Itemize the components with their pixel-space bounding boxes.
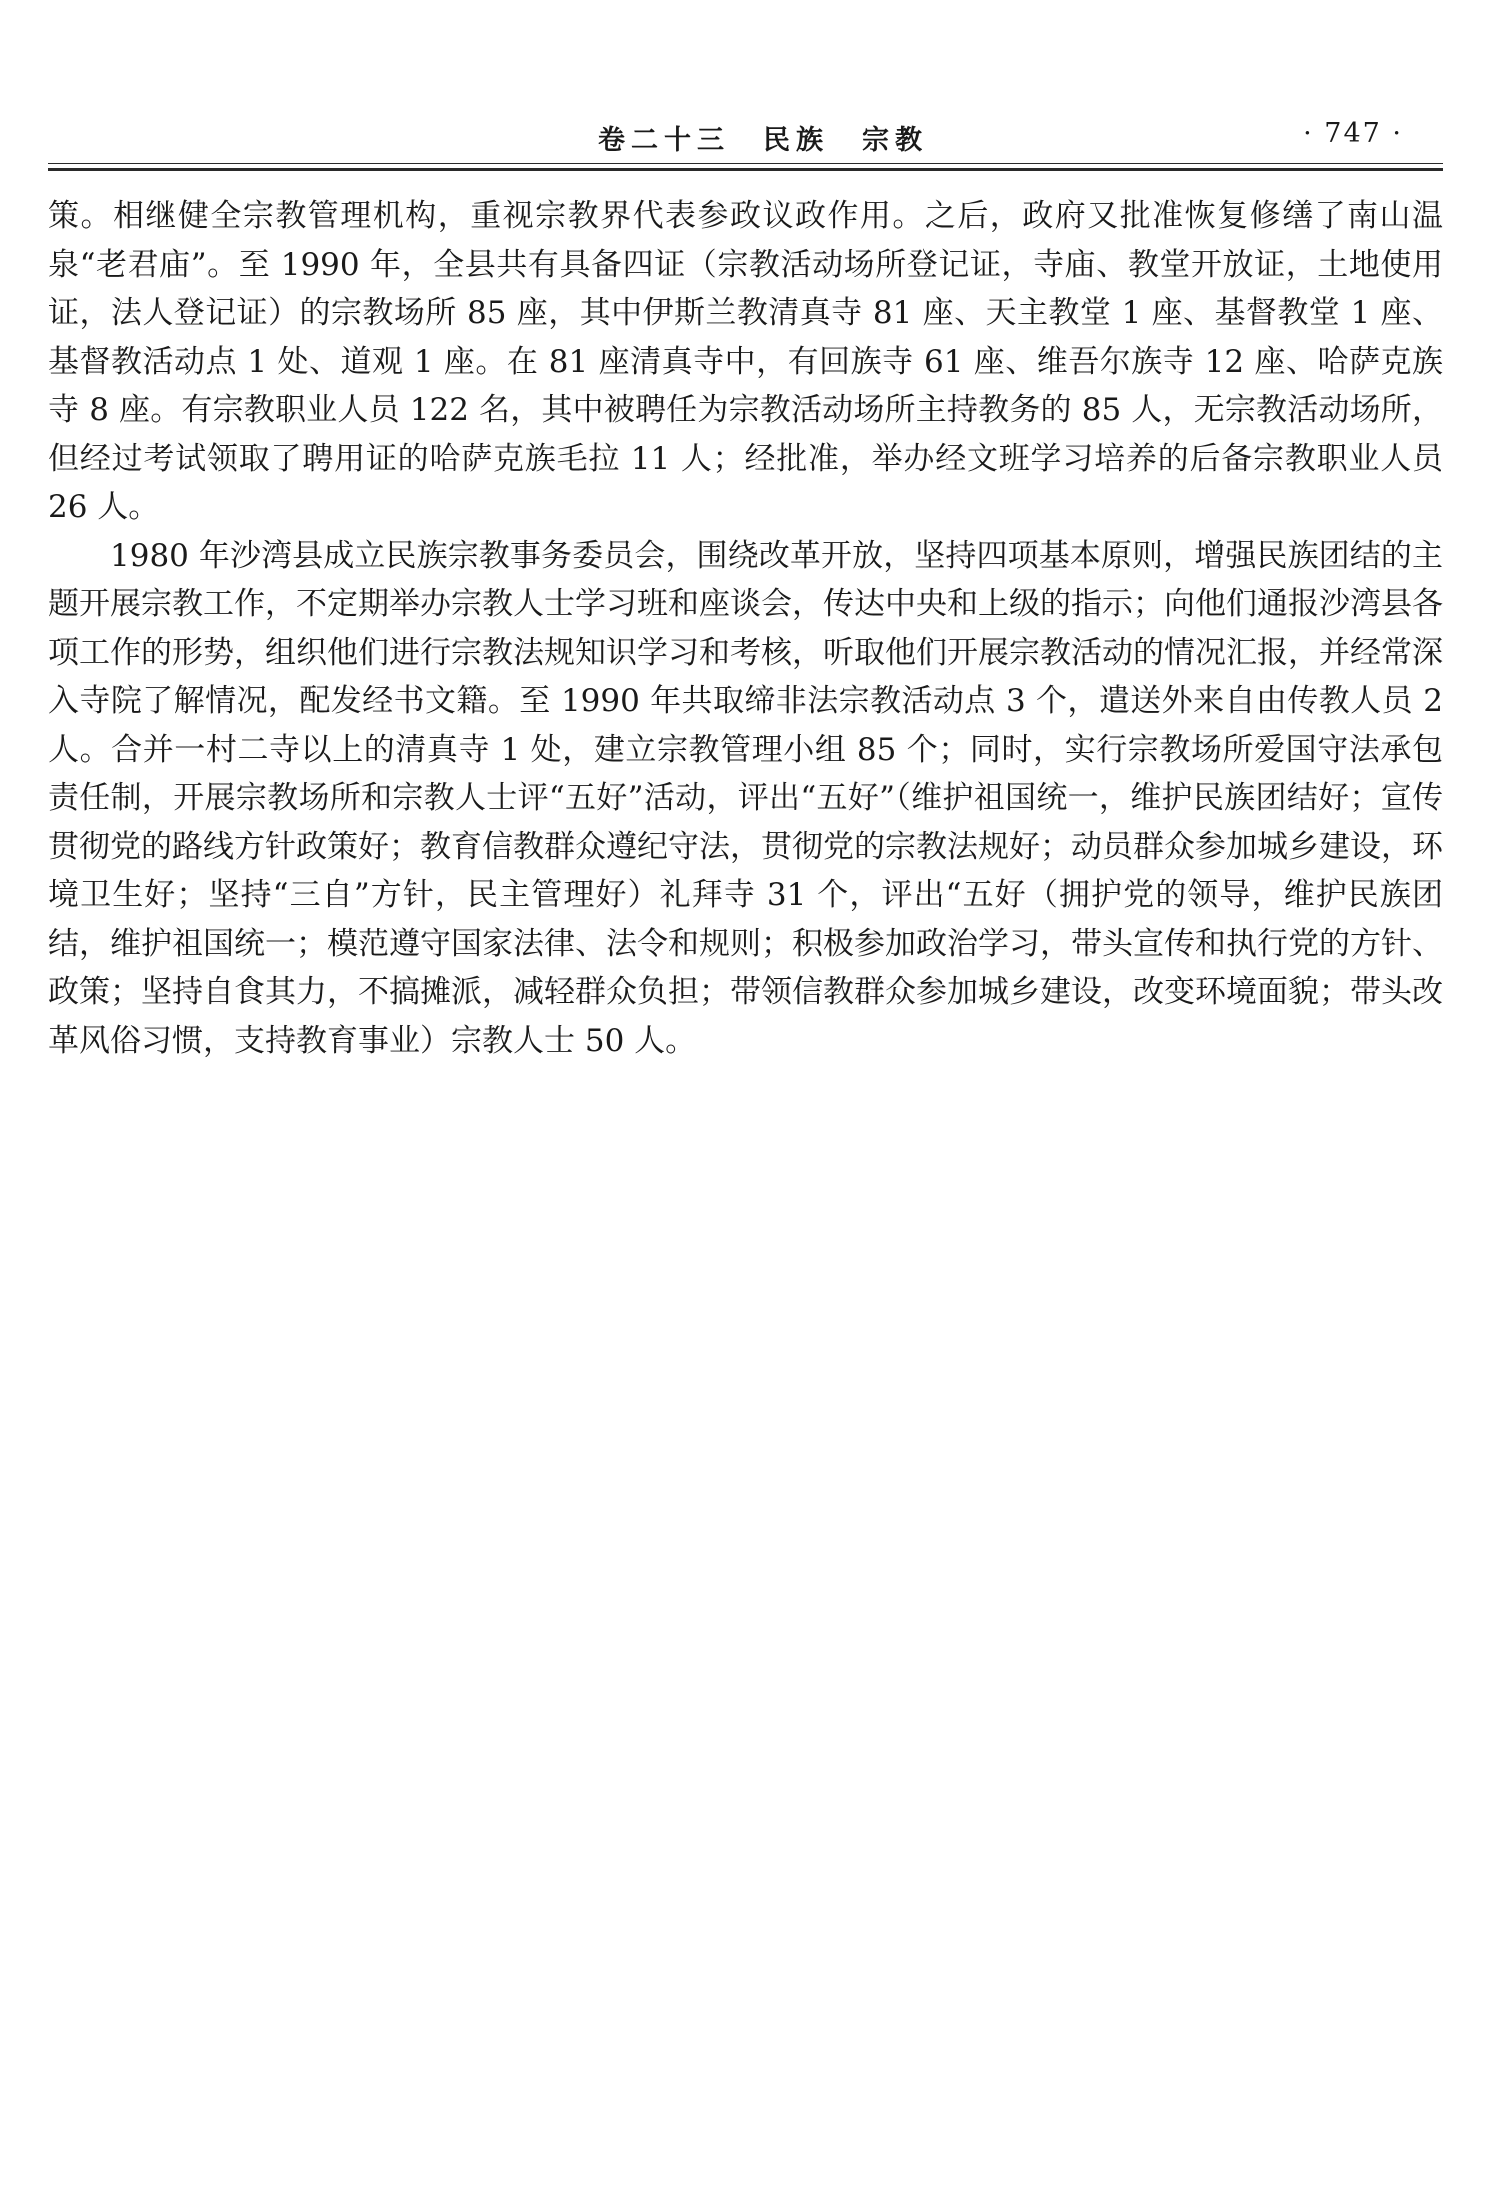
body-text <box>48 192 1443 1065</box>
header-rule-thick <box>48 168 1443 171</box>
page-header <box>48 110 1443 158</box>
header-rule-thin <box>48 163 1443 164</box>
page-number: · 747 · <box>1303 118 1403 149</box>
running-head: 卷二十三 民族 宗教 <box>598 125 928 156</box>
paragraph-1: 策。相继健全宗教管理机构，重视宗教界代表参政议政作用。之后，政府又批准恢复修缮了南山温泉“老君庙”。至 1990 年，全县共有具备四证（宗教活动场所登记证，寺庙、教堂开放证，土地使用证，法人登记证）的宗教场所 85 座，其中伊斯兰教清真寺 81 座、天主教堂 1 座、基督教堂 1 座、基督教活动点 1 处、道观 1 座。在 81 座清真寺中，有回族寺 61 座、维吾尔族寺 12 座、哈萨克族寺 8 座。有宗教职业人员 122 名，其中被聘任为宗教活动场所主持教务的 85 人，无宗教活动场所，但经过考试领取了聘用证的哈萨克族毛拉 11 人；经批准，举办经文班学习培养的后备宗教职业人员 26 人。 <box>48 198 1443 525</box>
paragraph-2: 1980 年沙湾县成立民族宗教事务委员会，围绕改革开放，坚持四项基本原则，增强民族团结的主题开展宗教工作，不定期举办宗教人士学习班和座谈会，传达中央和上级的指示；向他们通报沙湾县各项工作的形势，组织他们进行宗教法规知识学习和考核，听取他们开展宗教活动的情况汇报，并经常深入寺院了解情况，配发经书文籍。至 1990 年共取缔非法宗教活动点 3 个，遣送外来自由传教人员 2 人。合并一村二寺以上的清真寺 1 处，建立宗教管理小组 85 个；同时，实行宗教场所爱国守法承包责任制，开展宗教场所和宗教人士评“五好”活动，评出“五好”（维护祖国统一，维护民族团结好；宣传贯彻党的路线方针政策好；教育信教群众遵纪守法，贯彻党的宗教法规好；动员群众参加城乡建设，环境卫生好；坚持“三自”方针，民主管理好）礼拜寺 31 个，评出“五好（拥护党的领导，维护民族团结，维护祖国统一；模范遵守国家法律、法令和规则；积极参加政治学习，带头宣传和执行党的方针、政策；坚持自食其力，不搞摊派，减轻群众负担；带领信教群众参加城乡建设，改变环境面貌；带头改革风俗习惯，支持教育事业）宗教人士 50 人。 <box>48 537 1443 1059</box>
